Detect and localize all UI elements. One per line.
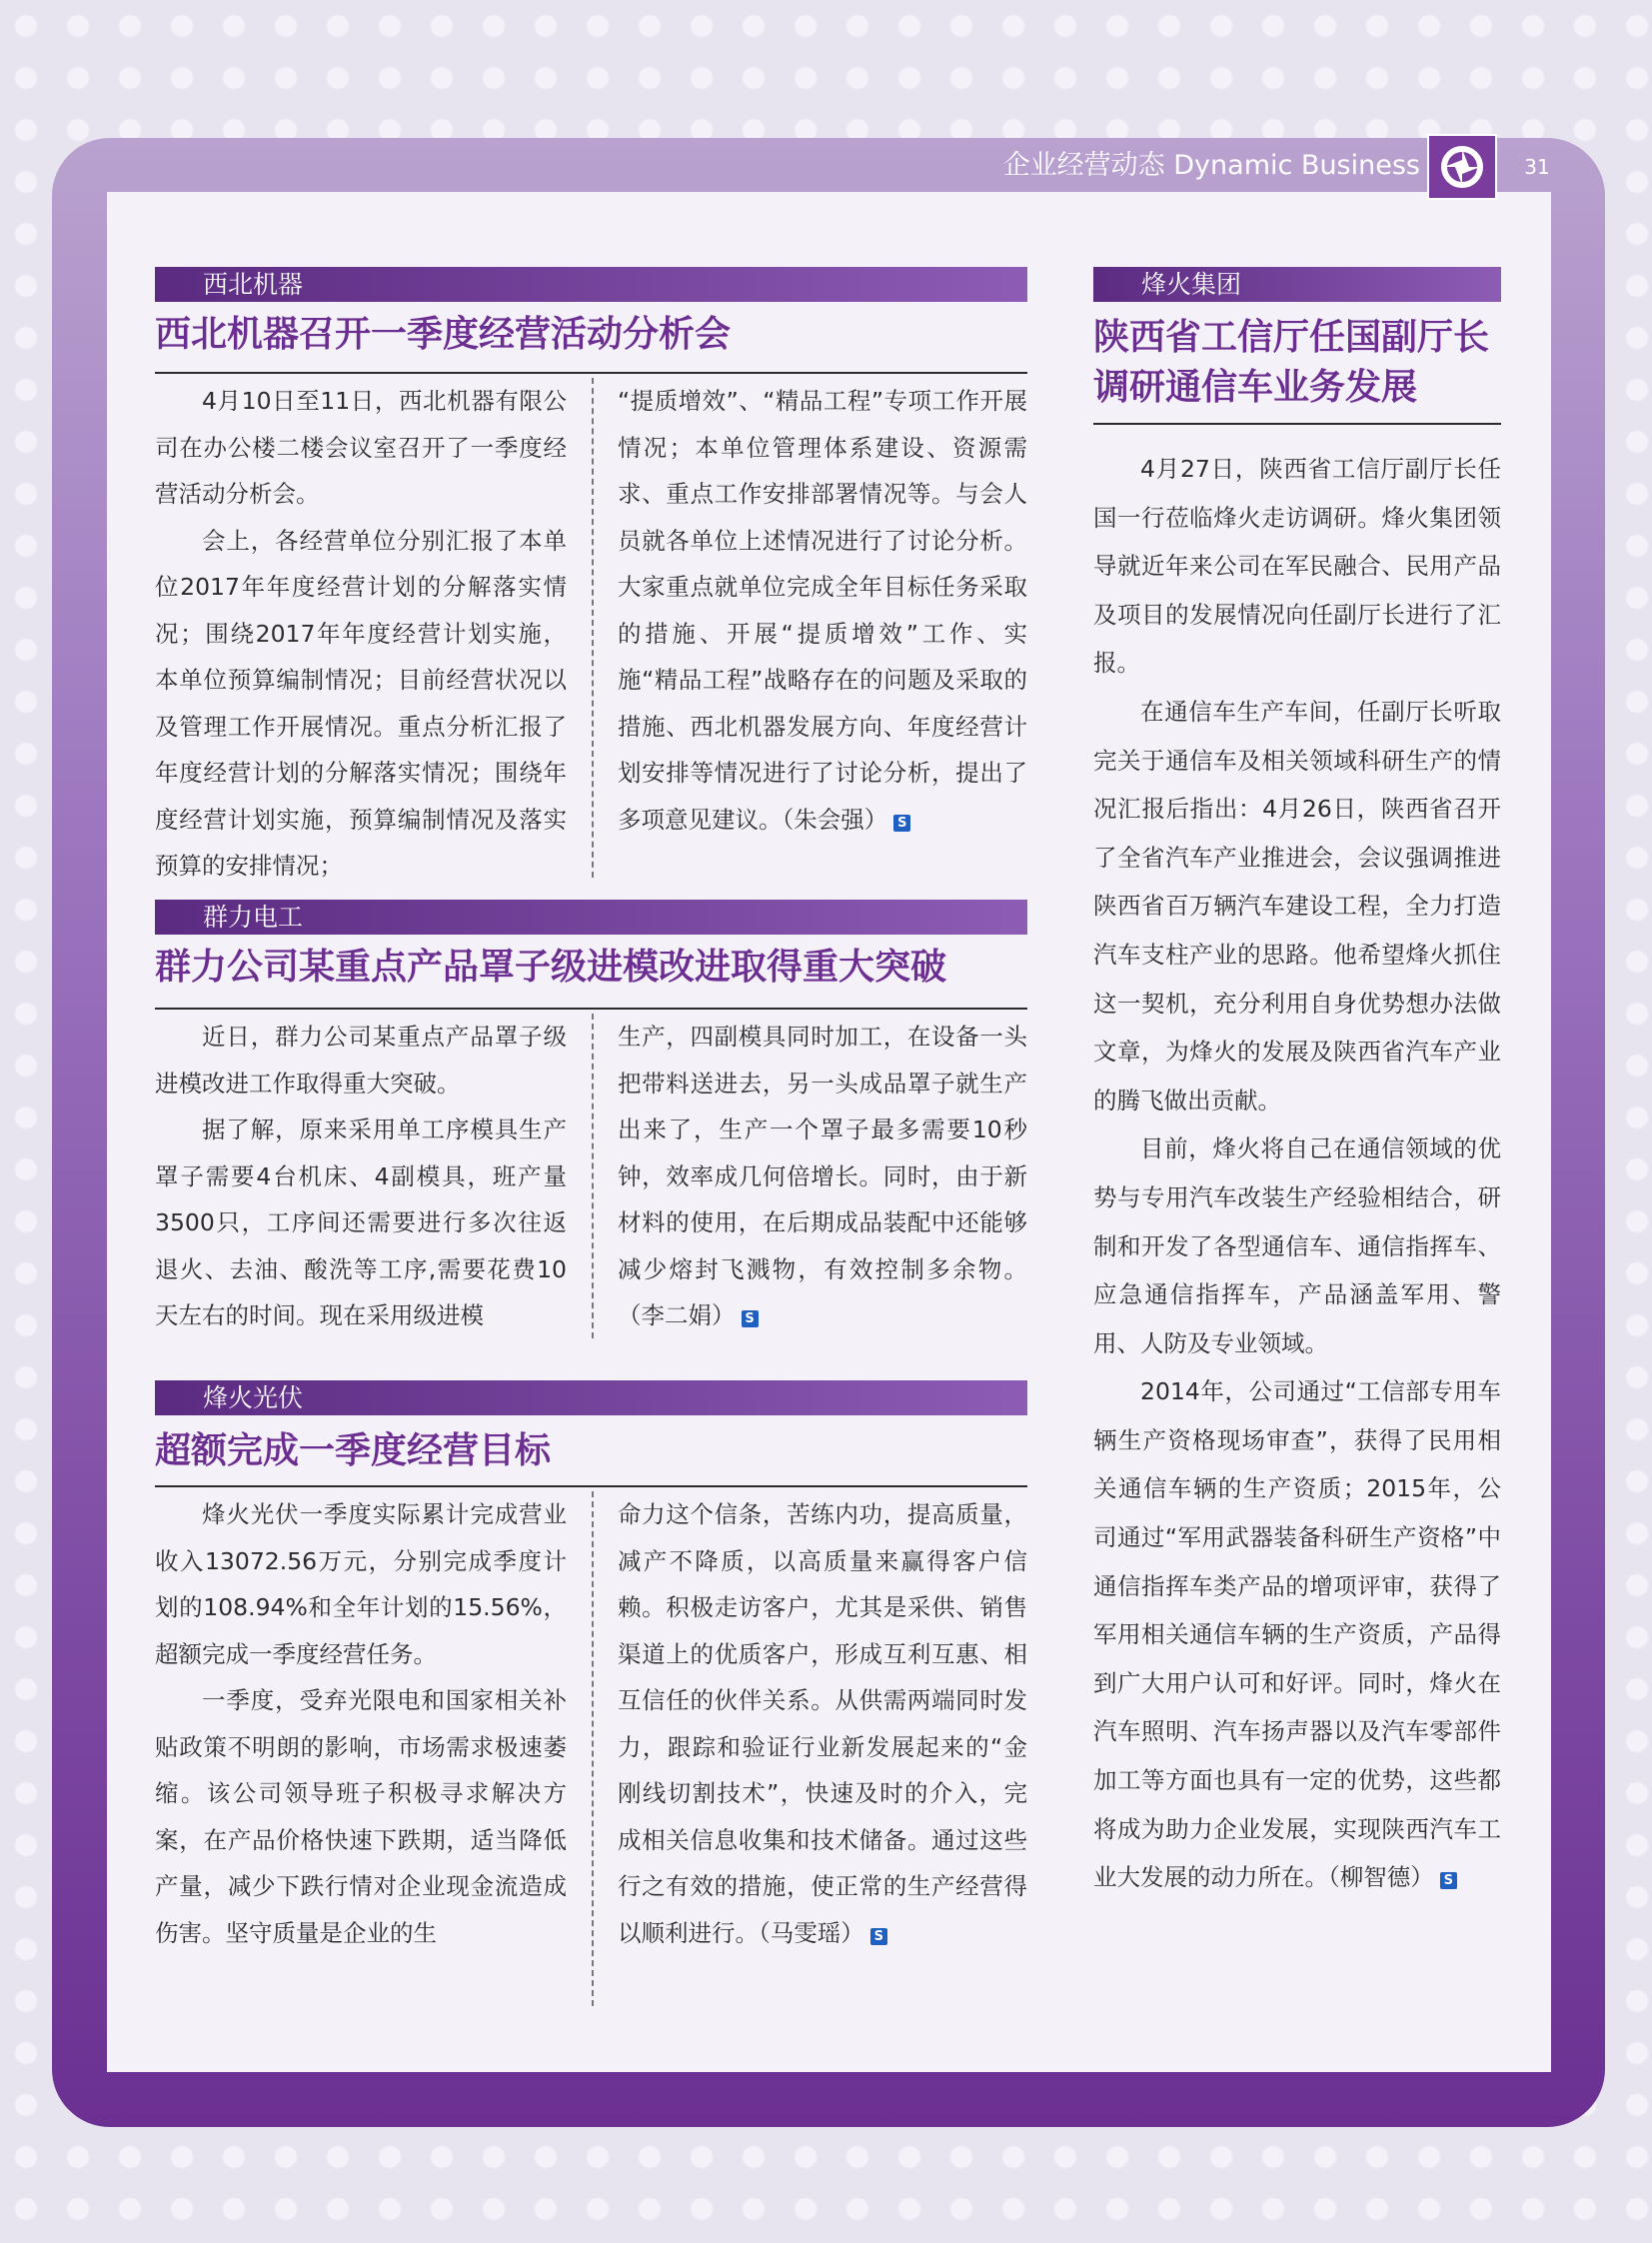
article2-author: （李二娟）: [618, 1301, 736, 1329]
article3-rule: [155, 1485, 1027, 1487]
article3-tag: 烽火光伏: [155, 1380, 1027, 1415]
article4-title-line2: 调研通信车业务发展: [1093, 367, 1418, 408]
column-divider: [592, 1491, 594, 2006]
article4-title-line1: 陕西省工信厅任国副厅长: [1093, 317, 1490, 358]
column-divider: [592, 378, 594, 878]
article4-author: （柳智德）: [1328, 1863, 1434, 1892]
end-mark-icon: S: [742, 1310, 759, 1327]
article1-author: （朱会强）: [782, 805, 888, 834]
article1-tag: 西北机器: [155, 267, 1027, 302]
article2-paragraph: 据了解，原来采用单工序模具生产罩子需要4台机床、4副模具，班产量3500只，工序间还需要进行多次往返退火、去油、酸洗等工序,需要花费10天左右的时间。现在采用级进模: [155, 1116, 567, 1329]
article2-tag: 群力电工: [155, 900, 1027, 935]
article1-paragraph: 4月10日至11日，西北机器有限公司在办公楼二楼会议室召开了一季度经营活动分析会。: [155, 387, 567, 508]
article1-rule: [155, 372, 1027, 374]
column-divider: [592, 1014, 594, 1338]
page-number: 31: [1524, 155, 1550, 179]
article4-paragraph: 目前，烽火将自己在通信领域的优势与专用汽车改装生产经验相结合，研制和开发了各型通信车、通信指挥车、应急通信指挥车，产品涵盖军用、警用、人防及专业领域。: [1093, 1134, 1501, 1357]
section-header: 企业经营动态 Dynamic Business: [1002, 150, 1420, 181]
article3-right-column: [618, 1491, 1027, 1956]
company-logo-icon: [1427, 134, 1497, 200]
article2-right-column: [618, 1014, 1027, 1339]
article2-paragraph: 生产，四副模具同时加工，在设备一头把带料送进去，另一头成品罩子就生产出来了，生产一个罩子最多需要10秒钟，效率成几何倍增长。同时，由于新材料的使用，在后期成品装配中还能够减少熔封飞溅物，有效控制多余物。: [618, 1023, 1027, 1283]
article3-paragraph: 命力这个信条，苦练内功，提高质量，减产不降质，以高质量来赢得客户信赖。积极走访客户，尤其是采供、销售渠道上的优质客户，形成互利互惠、相互信任的伙伴关系。从供需两端同时发力，跟踪和验证行业新发展起来的“金刚线切割技术”，快速及时的介入，完成相关信息收集和技术储备。通过这些行之有效的措施，使正常的生产经营得以顺利进行。: [618, 1500, 1027, 1947]
article2-rule: [155, 1008, 1027, 1010]
end-mark-icon: S: [870, 1928, 887, 1945]
article3-author: （马雯瑶）: [759, 1918, 864, 1947]
article1-right-column: [618, 378, 1027, 843]
article2-left-column: [155, 1014, 567, 1339]
article1-paragraph: 会上，各经营单位分别汇报了本单位2017年年度经营计划的分解落实情况；围绕2017年年度经营计划实施，本单位预算编制情况；目前经营状况以及管理工作开展情况。重点分析汇报了年度经营计划的分解落实情况；围绕年度经营计划实施，预算编制情况及落实预算的安排情况；: [155, 526, 567, 880]
article4-paragraph: 4月27日，陕西省工信厅副厅长任国一行莅临烽火走访调研。烽火集团领导就近年来公司在军民融合、民用产品及项目的发展情况向任副厅长进行了汇报。: [1093, 455, 1501, 678]
end-mark-icon: S: [893, 815, 910, 832]
article4-paragraph: 2014年，公司通过“工信部专用车辆生产资格现场审查”，获得了民用相关通信车辆的生产资质；2015年，公司通过“军用武器装备科研生产资格”中通信指挥车类产品的增项评审，获得了军用相关通信车辆的生产资质，产品得到广大用户认可和好评。同时，烽火在汽车照明、汽车扬声器以及汽车零部件加工等方面也具有一定的优势，这些都将成为助力企业发展，实现陕西汽车工业大发展的动力所在。: [1093, 1377, 1501, 1892]
article4-paragraph: 在通信车生产车间，任副厅长听取完关于通信车及相关领域科研生产的情况汇报后指出：4月26日，陕西省召开了全省汽车产业推进会，会议强调推进陕西省百万辆汽车建设工程，全力打造汽车支柱产业的思路。他希望烽火抓住这一契机，充分利用自身优势想办法做文章，为烽火的发展及陕西省汽车产业的腾飞做出贡献。: [1093, 697, 1501, 1115]
article4-column: [1093, 445, 1501, 1902]
article1-title: 西北机器召开一季度经营活动分析会: [155, 314, 732, 355]
end-mark-icon: S: [1440, 1872, 1457, 1889]
article1-paragraph: “提质增效”、“精品工程”专项工作开展情况；本单位管理体系建设、资源需求、重点工作安排部署情况等。与会人员就各单位上述情况进行了讨论分析。大家重点就单位完成全年目标任务采取的措施、开展“提质增效”工作、实施“精品工程”战略存在的问题及采取的措施、西北机器发展方向、年度经营计划安排等情况进行了讨论分析，提出了多项意见建议。: [618, 387, 1027, 834]
article3-left-column: [155, 1491, 567, 1956]
article3-title: 超额完成一季度经营目标: [155, 1430, 552, 1471]
article3-paragraph: 一季度，受弃光限电和国家相关补贴政策不明朗的影响，市场需求极速萎缩。该公司领导班子积极寻求解决方案，在产品价格快速下跌期，适当降低产量，减少下跌行情对企业现金流造成伤害。坚守质量是企业的生: [155, 1686, 567, 1947]
article4-rule: [1093, 423, 1501, 425]
article2-title: 群力公司某重点产品罩子级进模改进取得重大突破: [155, 947, 947, 988]
article3-paragraph: 烽火光伏一季度实际累计完成营业收入13072.56万元，分别完成季度计划的108.94%和全年计划的15.56%，超额完成一季度经营任务。: [155, 1500, 567, 1668]
article2-paragraph: 近日，群力公司某重点产品罩子级进模改进工作取得重大突破。: [155, 1023, 567, 1098]
article4-tag: 烽火集团: [1093, 267, 1501, 302]
article1-left-column: [155, 378, 567, 890]
